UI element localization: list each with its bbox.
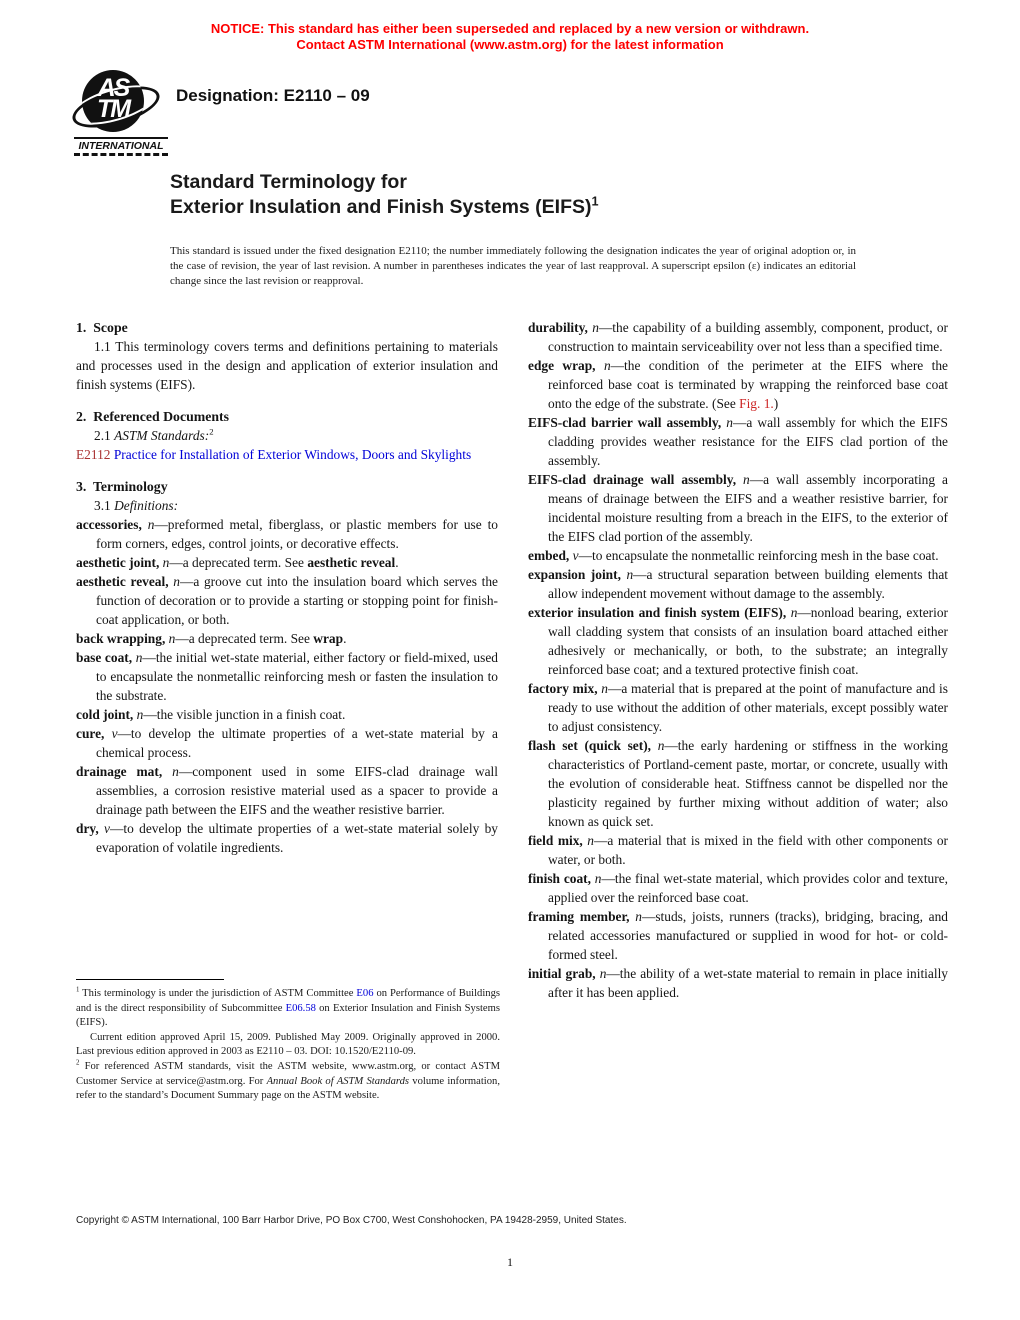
definition-field-mix: field mix, n—a material that is mixed in the field with other components or water, or both. [528, 833, 948, 867]
definition-flash-set-quick-set-: flash set (quick set), n—the early hardening or stiffness in the working characteristics of Portland-cement paste, mortar, or concrete, usually with the evolution of considerable heat. Stiffness cannot be dispelled nor the plasticity regained by further mixing without addition of water; also known as quick set. [528, 738, 948, 829]
definition-term: cold joint, [76, 707, 134, 722]
footnote-edition: Current edition approved April 15, 2009. Published May 2009. Originally approved in 2000. Last previous edition approved in 2003 as E2110 – 03. DOI: 10.1520/E2110-09. [76, 1031, 500, 1058]
text-segment: nonload bearing, exterior wall cladding system that consists of an insulation board attached either adhesively or mechanically, or both, to the substrate; an integrally reinforced base coat; and a textured protective finish coat. [548, 605, 948, 677]
definition-initial-grab: initial grab, n—the ability of a wet-state material to remain in place initially after it has been applied. [528, 966, 948, 1000]
text-segment: volume information, refer to the standard’s Document Summary page on the ASTM website. [76, 1075, 500, 1102]
text-segment: For referenced ASTM standards, visit the ASTM website, www.astm.org, or contact ASTM Customer Service at service@astm.org. For [76, 1060, 500, 1087]
part-of-speech: n [162, 555, 170, 570]
definition-term: flash set (quick set), [528, 738, 652, 753]
definition-finish-coat: finish coat, n—the final wet-state material, which provides color and texture, applied over the reinforced base coat. [528, 871, 948, 905]
text-segment: . [395, 555, 399, 570]
text-segment: This terminology is under the jurisdiction of ASTM Committee [79, 988, 357, 999]
globe-circle-icon [82, 70, 144, 132]
astm-standards-subheading [76, 426, 498, 445]
part-of-speech: n [726, 415, 733, 430]
notice-line-1: NOTICE: This standard has either been superseded and replaced by a new version or withdrawn. [210, 21, 810, 36]
issuance-preamble: This standard is issued under the fixed designation E2110; the number immediately following the designation indicates the year of original adoption or, in the case of revision, the year of last revision. A number in parentheses indicates the year of last reapproval. A superscript epsilon (ε) indicates an editorial change since the last revision or reapproval. [170, 245, 856, 287]
text-segment: a wall assembly for which the EIFS cladding provides weather resistance for the EIFS clad portion of the assembly. [548, 415, 948, 468]
text-segment: on Performance of Buildings and is the direct responsibility of Subcommittee [76, 988, 501, 1014]
text-segment: a material that is prepared at the point of manufacture and is ready to use without the addition of other materials, except possibly water to adjust consistency. [548, 681, 948, 734]
copyright-line: Copyright © ASTM International, 100 Barr Harbor Drive, PO Box C700, West Conshohocken, PA 19428-2959, United States. [76, 1215, 627, 1226]
superscript: 1 [591, 194, 599, 209]
part-of-speech: n [635, 909, 642, 924]
text-segment: ) [773, 396, 779, 411]
definition-term: aesthetic reveal, [76, 574, 169, 589]
part-of-speech: n [168, 631, 176, 646]
section-heading-scope: 1. Scope [76, 320, 128, 335]
text-segment: to encapsulate the nonmetallic reinforcing mesh in the base coat. [592, 548, 939, 563]
part-of-speech: n [173, 574, 180, 589]
definition-drainage-mat: drainage mat, n—component used in some EIFS-clad drainage wall assemblies, a corrosion resistive material used as a spacer to provide a drainage path between the EIFS and the weather resistive barrier. [76, 764, 498, 817]
text-segment: aesthetic reveal [307, 555, 396, 570]
definition-embed: embed, v—to encapsulate the nonmetallic reinforcing mesh in the base coat. [528, 548, 939, 563]
text-segment: a groove cut into the insulation board which serves the function of decoration or to provide a starting or stopping point for finish-coat application, or both. [96, 574, 498, 627]
definition-term: expansion joint, [528, 567, 621, 582]
footnotes-block [76, 979, 500, 1104]
part-of-speech: v [104, 821, 110, 836]
e06-link[interactable]: E06 [356, 988, 374, 999]
footnote-divider [76, 979, 224, 980]
e06-58-link[interactable]: E06.58 [285, 1002, 316, 1014]
part-of-speech: n [587, 833, 594, 848]
text-segment: the initial wet-state material, either factory or field-mixed, used to encapsulate the nonmetallic reinforcing mesh or fasten the insulation to the substrate. [96, 650, 498, 703]
definition-term: edge wrap, [528, 358, 596, 373]
definition-factory-mix: factory mix, n—a material that is prepared at the point of manufacture and is ready to use without the addition of other materials, except possibly water to adjust consistency. [528, 681, 948, 734]
text-segment: Exterior Insulation and Finish Systems (EIFS) [170, 196, 592, 218]
part-of-speech: n [594, 871, 602, 886]
part-of-speech: n [603, 358, 611, 373]
definition-eifs-clad-drainage-wall-assembly: EIFS-clad drainage wall assembly, n—a wall assembly incorporating a means of drainage between the EIFS and a weather resistive barrier, for incidental moisture resulting from a breach in the EIFS, to the exterior of the EIFS clad portion of the assembly. [528, 472, 948, 544]
fig-1-link[interactable]: Fig. 1. [739, 396, 774, 411]
astm-logo [74, 70, 168, 156]
definition-term: embed, [528, 548, 570, 563]
part-of-speech: n [599, 966, 607, 981]
definitions-subheading [76, 496, 498, 515]
astm-logo-text: AS TM [96, 74, 130, 123]
text-segment: to develop the ultimate properties of a wet-state material solely by evaporation of volatile ingredients. [96, 821, 498, 855]
definition-back-wrapping: back wrapping, n—a deprecated term. See wrap. [76, 631, 347, 646]
text-segment: to develop the ultimate properties of a wet-state material by a chemical process. [96, 726, 498, 760]
part-of-speech: n [135, 650, 143, 665]
section-heading-terminology: 3. Terminology [76, 479, 168, 494]
definition-expansion-joint: expansion joint, n—a structural separation between building elements that allow independent movement without damage to the assembly. [528, 567, 948, 601]
text-segment: 3.1 [94, 498, 115, 513]
page-number: 1 [507, 1255, 513, 1269]
definition-framing-member: framing member, n—studs, joists, runners (tracks), bridging, bracing, and related accessories manufactured or supplied in wood for hot- or cold-formed steel. [528, 909, 948, 962]
text-segment: the condition of the perimeter at the EIFS where the reinforced base coat is terminated by wrapping the reinforced base coat onto the edge of the substrate. (See [548, 358, 948, 411]
footnote-1 [76, 987, 500, 1031]
text-segment: the ability of a wet-state material to remain in place initially after it has been applied. [548, 966, 948, 1000]
footnote-2 [76, 1060, 500, 1104]
scope-paragraph: 1.1 This terminology covers terms and definitions pertaining to materials and processes used in the design and application of exterior insulation and finish systems (EIFS). [76, 339, 498, 392]
text-segment: a deprecated term. See [182, 555, 308, 570]
definition-term: dry, [76, 821, 99, 836]
part-of-speech: n [172, 764, 179, 779]
notice-line-2: Contact ASTM International (www.astm.org) for the latest information [296, 37, 724, 52]
part-of-speech: n [657, 738, 665, 753]
text-segment: the final wet-state material, which provides color and texture, applied over the reinforced base coat. [548, 871, 948, 905]
text-segment: ASTM Standards: [114, 428, 210, 443]
text-segment: on Exterior Insulation and Finish Systems (EIFS). [76, 1002, 500, 1029]
e2112-title-link[interactable]: Practice for Installation of Exterior Windows, Doors and Skylights [113, 447, 472, 462]
part-of-speech: n [136, 707, 144, 722]
definition-term: aesthetic joint, [76, 555, 160, 570]
section-heading-referenced-documents: 2. Referenced Documents [76, 409, 230, 424]
right-column [528, 318, 948, 1148]
definition-term: base coat, [76, 650, 133, 665]
part-of-speech: v [572, 548, 579, 563]
definition-term: durability, [528, 320, 588, 335]
text-segment: the visible junction in a finish coat. [156, 707, 346, 722]
text-segment: preformed metal, fiberglass, or plastic members for use to form corners, edges, control joints, or decorative effects. [96, 517, 498, 551]
text-segment: the capability of a building assembly, component, product, or construction to maintain serviceability over not less than a specified time. [548, 320, 948, 354]
definition-term: field mix, [528, 833, 583, 848]
text-segment: a structural separation between building elements that allow independent movement without damage to the assembly. [548, 567, 948, 601]
superscript: 2 [76, 1059, 80, 1067]
text-segment: studs, joists, runners (tracks), bridging, bracing, and related accessories manufactured or supplied in wood for hot- or cold-formed steel. [548, 909, 948, 962]
definition-cold-joint: cold joint, n—the visible junction in a finish coat. [76, 707, 346, 722]
part-of-speech: n [626, 567, 634, 582]
text-segment: a wall assembly incorporating a means of drainage between the EIFS and a weather resistive barrier, for incidental moisture resulting from a breach in the EIFS, to the exterior of the EIFS clad portion of the assembly. [548, 472, 948, 544]
superseded-notice [0, 21, 1020, 53]
part-of-speech: n [743, 472, 750, 487]
definition-edge-wrap: edge wrap, n—the condition of the perimeter at the EIFS where the reinforced base coat is terminated by wrapping the reinforced base coat onto the edge of the substrate. (See Fig. 1.) [528, 358, 948, 411]
astm-globe-icon [80, 70, 146, 134]
definition-accessories: accessories, n—preformed metal, fiberglass, or plastic members for use to form corners, edges, control joints, or decorative effects. [76, 517, 498, 551]
part-of-speech: n [147, 517, 155, 532]
superscript: 2 [209, 426, 214, 437]
part-of-speech: n [601, 681, 608, 696]
part-of-speech: n [790, 605, 798, 620]
part-of-speech: v [111, 726, 118, 741]
text-segment: 2.1 [94, 428, 115, 443]
text-segment: . [343, 631, 347, 646]
text-segment: the early hardening or stiffness in the working characteristics of Portland-cement paste, mortar, or concrete, usually with the evolution of considerable heat. Stiffness cannot be dispelled nor the plasticity regained by further mixing without addition of water; also known as quick set. [548, 738, 948, 829]
definition-term: back wrapping, [76, 631, 166, 646]
astm-logo-subtitle: INTERNATIONAL [74, 137, 168, 156]
superscript: 1 [76, 986, 80, 994]
text-segment: Definitions: [114, 498, 179, 513]
definition-term: EIFS-clad drainage wall assembly, [528, 472, 737, 487]
part-of-speech: n [592, 320, 599, 335]
definition-durability: durability, n—the capability of a building assembly, component, product, or construction to maintain serviceability over not less than a specified time. [528, 320, 948, 354]
definition-term: factory mix, [528, 681, 598, 696]
text-segment: wrap [313, 631, 344, 646]
definition-term: drainage mat, [76, 764, 163, 779]
definition-term: initial grab, [528, 966, 596, 981]
text-segment: component used in some EIFS-clad drainage wall assemblies, a corrosion resistive material used as a spacer to provide a drainage path between the EIFS and the weather resistive barrier. [96, 764, 498, 817]
definition-aesthetic-reveal: aesthetic reveal, n—a groove cut into the insulation board which serves the function of decoration or to provide a starting or stopping point for finish-coat application, or both. [76, 574, 498, 627]
reference-entry-e2112 [76, 445, 498, 464]
definition-aesthetic-joint: aesthetic joint, n—a deprecated term. See aesthetic reveal. [76, 555, 399, 570]
definitions-list-left [76, 515, 498, 857]
definition-term: framing member, [528, 909, 630, 924]
definition-exterior-insulation-and-finish-system-eifs-: exterior insulation and finish system (EIFS), n—nonload bearing, exterior wall cladding system that consists of an insulation board attached either adhesively or mechanically, or both, to the substrate; an integrally reinforced base coat; and a textured protective finish coat. [528, 605, 948, 677]
left-column [76, 318, 498, 976]
definition-term: EIFS-clad barrier wall assembly, [528, 415, 722, 430]
title-line-2 [170, 195, 599, 220]
definition-eifs-clad-barrier-wall-assembly: EIFS-clad barrier wall assembly, n—a wall assembly for which the EIFS cladding provides weather resistance for the EIFS clad portion of the assembly. [528, 415, 948, 468]
definition-term: exterior insulation and finish system (EIFS), [528, 605, 787, 620]
definition-dry: dry, v—to develop the ultimate properties of a wet-state material solely by evaporation of volatile ingredients. [76, 821, 498, 855]
definition-term: accessories, [76, 517, 142, 532]
title-line-1: Standard Terminology for [170, 171, 407, 193]
definition-term: cure, [76, 726, 105, 741]
e2112-link[interactable]: E2112 [76, 447, 111, 462]
definition-cure: cure, v—to develop the ultimate properties of a wet-state material by a chemical process. [76, 726, 498, 760]
designation-label: Designation: E2110 – 09 [176, 86, 370, 105]
text-segment: a material that is mixed in the field with other components or water, or both. [548, 833, 948, 867]
text-segment: a deprecated term. See [188, 631, 314, 646]
definition-base-coat: base coat, n—the initial wet-state material, either factory or field-mixed, used to encapsulate the nonmetallic reinforcing mesh or fasten the insulation to the substrate. [76, 650, 498, 703]
definition-term: finish coat, [528, 871, 591, 886]
definitions-list-right [528, 318, 948, 1002]
document-title [170, 170, 599, 220]
text-segment: Annual Book of ASTM Standards [266, 1075, 410, 1087]
